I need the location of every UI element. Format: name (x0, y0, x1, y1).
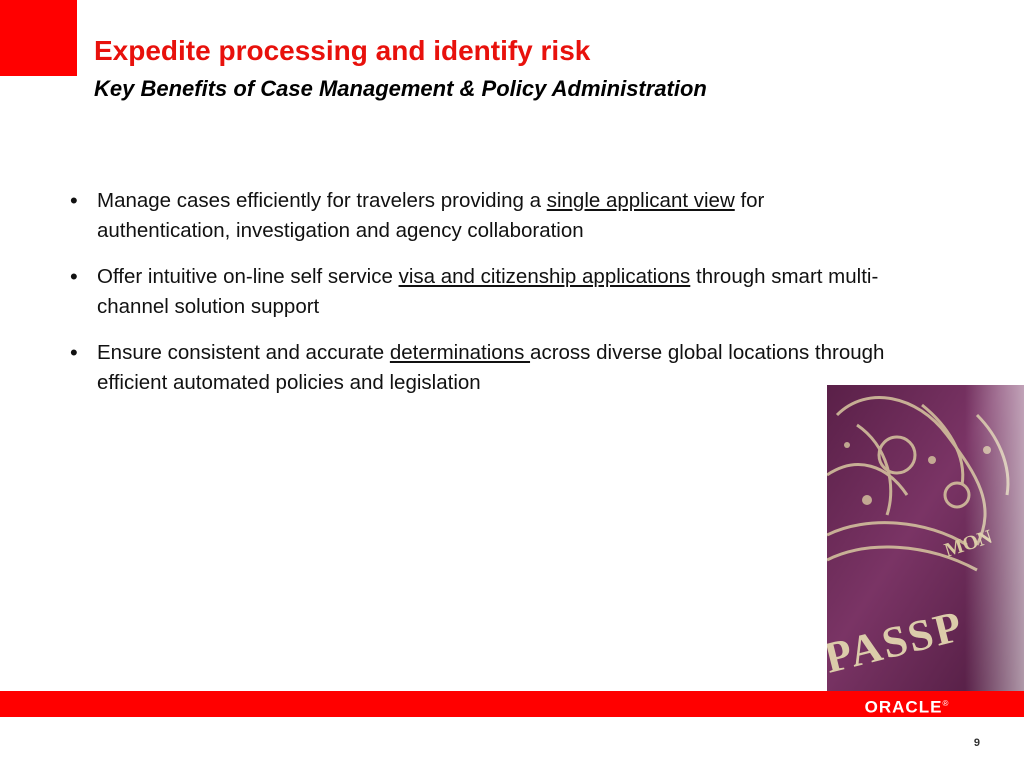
passport-illustration (827, 385, 1024, 692)
bullet-text: across diverse global locations through efficient automated policies and legislation (97, 341, 885, 394)
oracle-logo (852, 692, 962, 716)
passport-photo (827, 385, 1024, 692)
bullet-link[interactable]: visa and citizenship applications (398, 265, 691, 288)
bullet-text: Manage cases efficiently for travelers providing a (97, 189, 547, 212)
bullet-icon: • (70, 340, 78, 365)
bullet-text: for authentication, investigation and agency collaboration (97, 189, 765, 242)
oracle-logo-text: ORACLE (864, 697, 943, 717)
bullet-list (70, 186, 900, 414)
slide-title: Expedite processing and identify risk (94, 35, 591, 66)
bullet-link[interactable]: determinations (389, 341, 531, 364)
bullet-item (70, 262, 900, 322)
registered-mark: ® (942, 699, 950, 708)
page-number: 9 (973, 737, 980, 749)
slide-subtitle: Key Benefits of Case Management & Policy Administration (94, 76, 707, 101)
bullet-link[interactable]: single applicant view (546, 189, 735, 212)
bullet-text: Offer intuitive on-line self service (97, 265, 399, 288)
bullet-item (70, 186, 900, 246)
bullet-text: Ensure consistent and accurate (97, 341, 390, 364)
red-corner-square (0, 0, 77, 76)
bullet-icon: • (70, 264, 78, 289)
bullet-icon: • (70, 188, 78, 213)
bullet-item (70, 338, 900, 398)
bullet-text: through smart multi-channel solution support (97, 265, 879, 318)
